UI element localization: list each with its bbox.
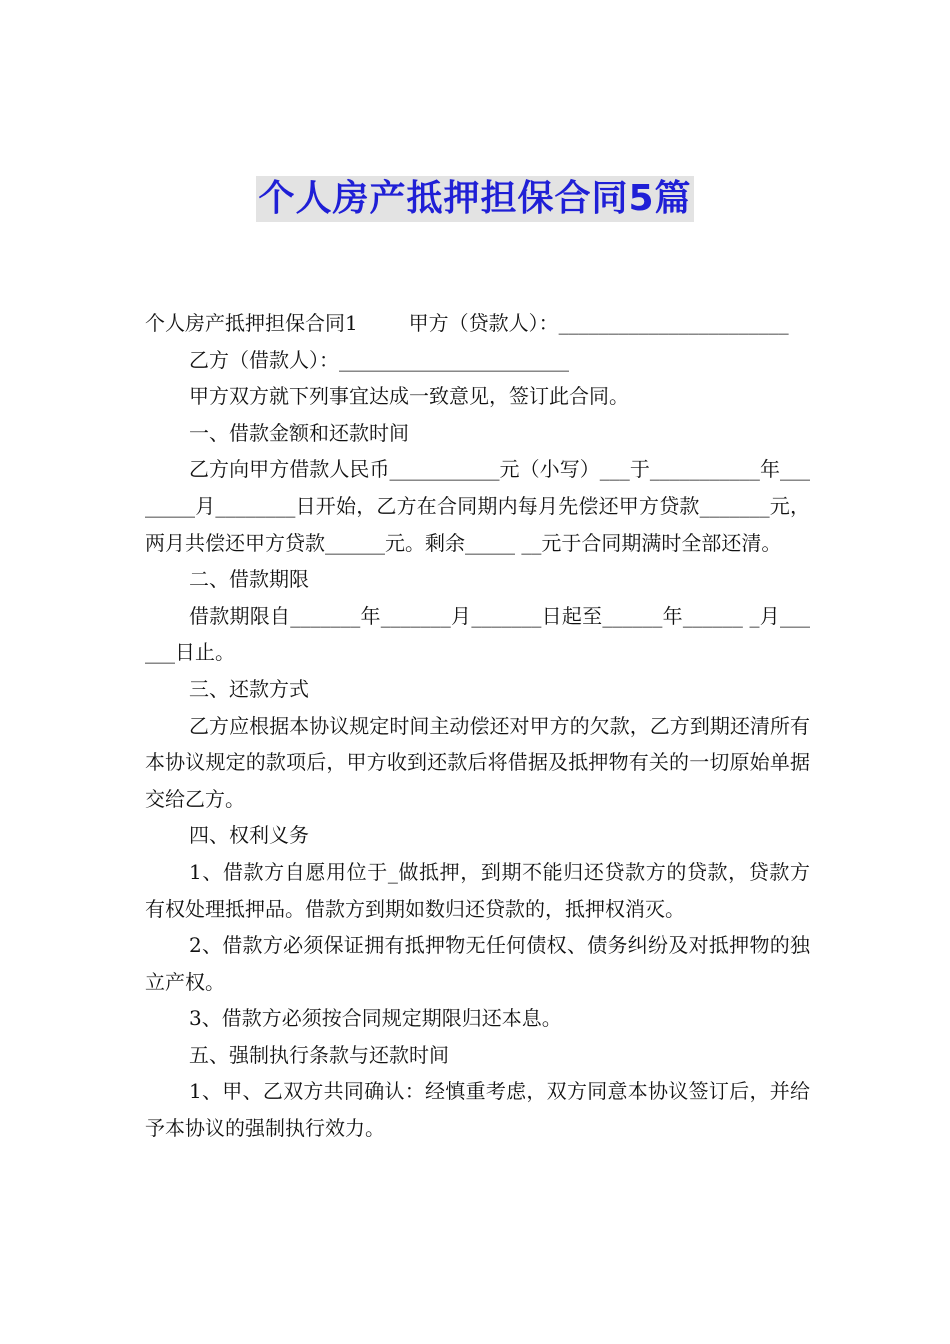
section-2-body: 借款期限自_______年_______月_______日起至______年______ _月______日止。 xyxy=(145,603,810,665)
party-b-line: 乙方（借款人）：_______________________ xyxy=(189,347,569,372)
section-5-clause-1: 1、甲、乙双方共同确认：经慎重考虑，双方同意本协议签订后，并给予本协议的强制执行效力。 xyxy=(145,1079,810,1141)
section-heading-1: 一、借款金额和还款时间 xyxy=(189,420,409,445)
title-area xyxy=(0,176,950,222)
section-4-clause-3: 3、借款方必须按合同规定期限归还本息。 xyxy=(189,1006,562,1031)
agreement-statement: 甲方双方就下列事宜达成一致意见，签订此合同。 xyxy=(189,384,629,409)
section-1-body: 乙方向甲方借款人民币___________元（小写）___于___________年________月________日开始，乙方在合同期内每月先偿还甲方贷款_______元，两月共偿还甲方贷款______元。剩余_____ __元于合同期满时全部还清。 xyxy=(145,457,810,555)
section-4-clause-1: 1、借款方自愿用位于_做抵押，到期不能归还贷款方的贷款，贷款方有权处理抵押品。借款方到期如数归还贷款的，抵押权消灭。 xyxy=(145,859,810,921)
section-heading-4: 四、权利义务 xyxy=(189,823,309,848)
contract-intro-line: 个人房产抵押担保合同1 甲方（贷款人）：_______________________ xyxy=(145,311,789,335)
section-heading-3: 三、还款方式 xyxy=(189,676,309,701)
section-4-clause-2: 2、借款方必须保证拥有抵押物无任何债权、债务纠纷及对抵押物的独立产权。 xyxy=(145,933,810,994)
document-body xyxy=(145,305,810,1147)
section-heading-2: 二、借款期限 xyxy=(189,567,309,592)
section-3-body: 乙方应根据本协议规定时间主动偿还对甲方的欠款，乙方到期还清所有本协议规定的款项后，甲方收到还款后将借据及抵押物有关的一切原始单据交给乙方。 xyxy=(145,713,810,811)
section-heading-5: 五、强制执行条款与还款时间 xyxy=(189,1042,449,1067)
document-title: 个人房产抵押担保合同5篇 xyxy=(256,176,693,222)
